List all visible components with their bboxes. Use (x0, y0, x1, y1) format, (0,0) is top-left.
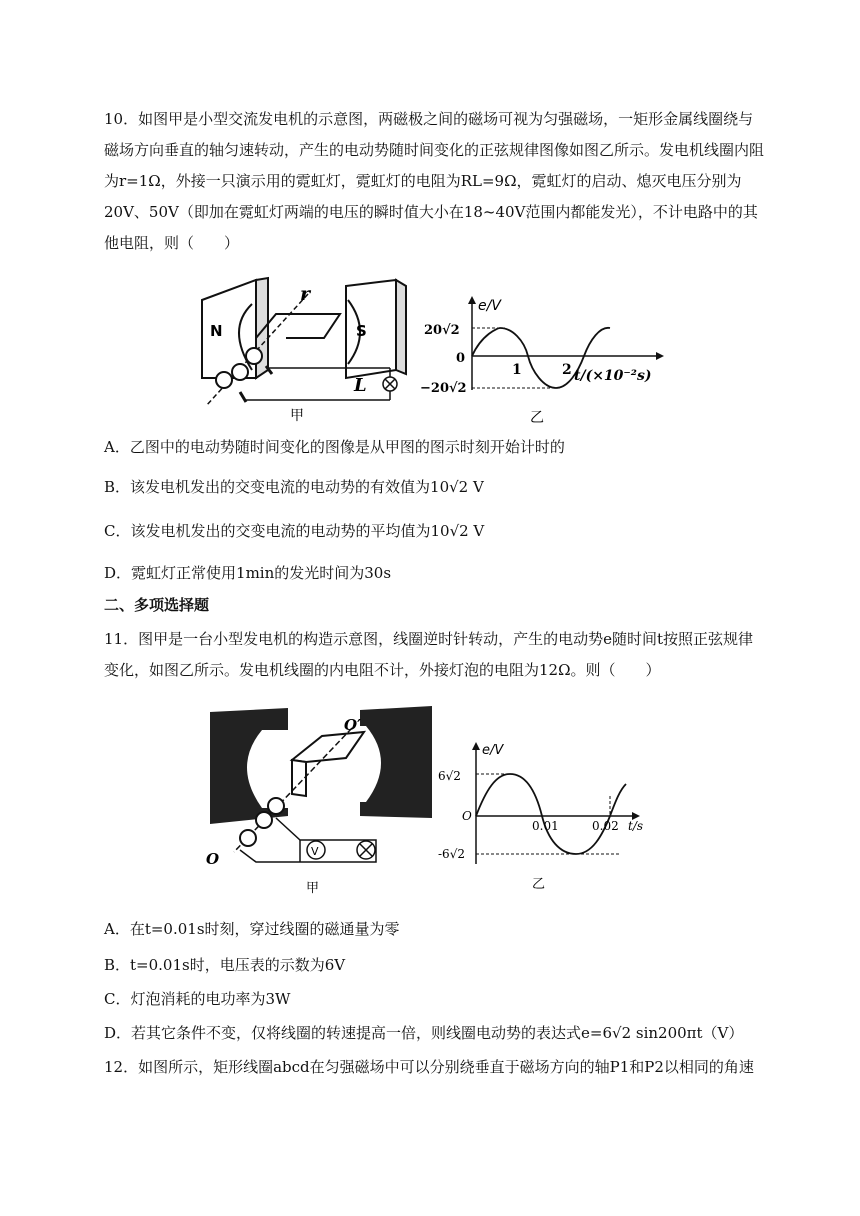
axis-bottom-label: O (206, 850, 220, 868)
q11-ymin-label: -6√2 (438, 847, 465, 861)
q10-y-axis-label: e/V (478, 298, 501, 314)
q10-ymax-label: 20√2 (424, 323, 460, 338)
q11-option-a: A．在t=0.01s时刻，穿过线圈的磁通量为零 (104, 920, 400, 938)
q11-stem: 11．图甲是一台小型发电机的构造示意图，线圈逆时针转动，产生的电动势e随时间t按照正弦规律变化，如图乙所示。发电机线圈的内电阻不计，外接灯泡的电阻为12Ω。则（ ） (104, 630, 753, 679)
q11-tick-1: 0.01 (532, 819, 559, 833)
q10-option-a: A．乙图中的电动势随时间变化的图像是从甲图的图示时刻开始计时的 (104, 438, 565, 456)
q10-jia-caption: 甲 (290, 408, 304, 424)
q12-stem: 12．如图所示，矩形线圈abcd在匀强磁场中可以分别绕垂直于磁场方向的轴P1和P2以相同的角速 (104, 1058, 754, 1076)
q11-ymax-label: 6√2 (438, 769, 461, 783)
q11-option-c: C．灯泡消耗的电功率为3W (104, 990, 291, 1008)
l-label: L (354, 375, 367, 396)
q10-option-c: C．该发电机发出的交变电流的电动势的平均值为10√2 V (104, 522, 485, 540)
q10-ymin-label: −20√2 (420, 381, 467, 396)
q11-emf-graph (436, 740, 660, 892)
q10-yi-caption: 乙 (530, 410, 544, 426)
q10-emf-graph (420, 294, 666, 434)
q11-yi-caption: 乙 (532, 877, 546, 892)
q11-option-d: D．若其它条件不变，仅将线圈的转速提高一倍，则线圈电动势的表达式e=6√2 sin200πt（V） (104, 1024, 744, 1042)
voltmeter-label: V (311, 845, 319, 858)
r-label: r (300, 283, 311, 305)
q11-tick-2: 0.02 (592, 819, 619, 833)
section-heading: 二、多项选择题 (104, 596, 210, 614)
q10-tick-1: 1 (512, 362, 522, 378)
n-pole-label: N (210, 322, 223, 340)
q11-generator-diagram (196, 702, 436, 898)
q10-generator-diagram (196, 274, 412, 424)
q10-option-b: B．该发电机发出的交变电流的电动势的有效值为10√2 V (104, 478, 484, 496)
q10-stem: 10．如图甲是小型交流发电机的示意图，两磁极之间的磁场可视为匀强磁场，一矩形金属线圈绕与磁场方向垂直的轴匀速转动，产生的电动势随时间变化的正弦规律图像如图乙所示。发电机线圈内阻为r=1Ω，外接一只演示用的霓虹灯，霓虹灯的电阻为RL=9Ω，霓虹灯的启动、熄灭电压分别为20V、50V（即加在霓虹灯两端的电压的瞬时值大小在18~40V范围内都能发光），不计电路中的其他电阻，则（ ） (104, 110, 765, 252)
q11-y-axis-label: e/V (482, 743, 504, 758)
axis-top-label: O′ (344, 716, 362, 734)
q10-tick-2: 2 (562, 362, 572, 378)
q11-option-b: B．t=0.01s时，电压表的示数为6V (104, 956, 346, 974)
q11-origin-label: O (462, 809, 472, 823)
q10-x-axis-label: t/(×10⁻²s) (574, 368, 652, 384)
q10-zero-label: 0 (456, 351, 466, 366)
q11-sine-curve (476, 774, 626, 854)
q10-option-d: D．霓虹灯正常使用1min的发光时间为30s (104, 564, 392, 582)
s-pole-label: S (356, 322, 367, 340)
q11-x-axis-label: t/s (628, 819, 644, 833)
q11-jia-caption: 甲 (306, 881, 320, 896)
